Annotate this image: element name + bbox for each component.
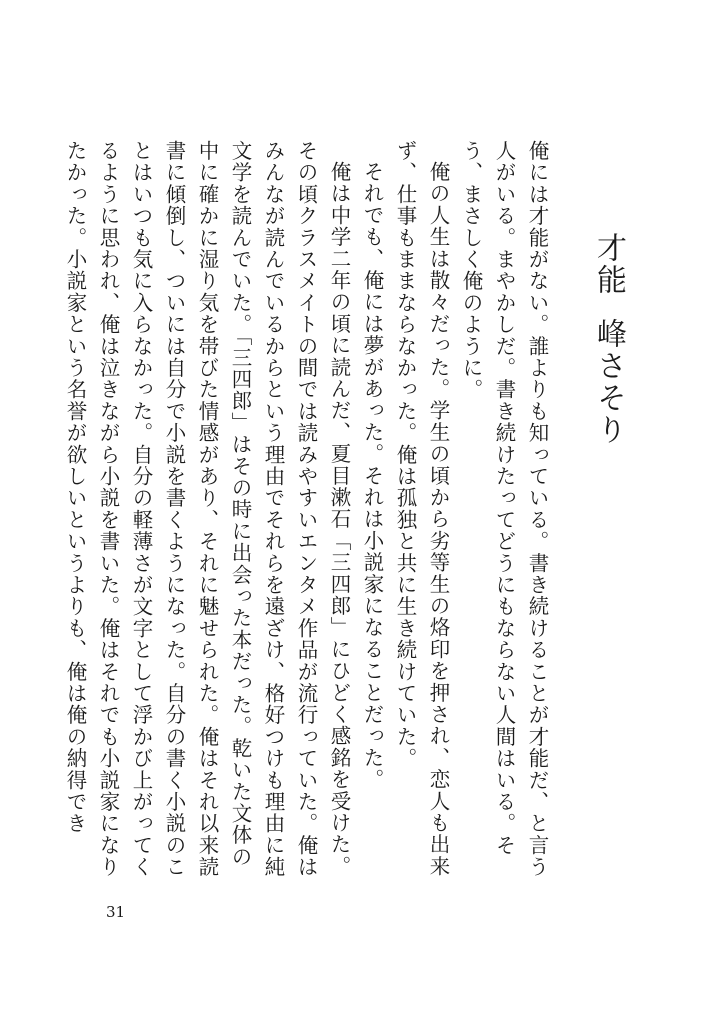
paragraph-3: それでも、俺には夢があった。それは小説家になることだった。	[360, 160, 384, 790]
story-title: 才能	[591, 232, 626, 296]
paragraph-2: 俺の人生は散々だった。学生の頃から劣等生の烙印を押され、恋人も出来ず、仕事もままならなかった。俺は孤独と共に生き続けていた。	[393, 140, 450, 877]
paragraph-4: 俺は中学二年の頃に読んだ、夏目漱石「三四郎」にひどく感銘を受けた。その頃クラスメイトの間では読みやすいエンタメ作品が流行っていた。俺はみんなが読んでいるからという理由でそれらを遠ざけ、格好つけも理由に純文学を読んでいた。「三四郎」はその時に出会った本だった。乾いた文体の中に確かに湿り気を帯びた情感があり、それに魅せられた。俺はそれ以来読書に傾倒し、ついには自分で小説を書くようになった。自分の書く小説のことはいつも気に入らなかった。自分の軽薄さが文字として浮かび上がってくるように思われ、俺は泣きながら小説を書いた。俺はそれでも小説家になりたかった。小説家という名誉が欲しいというよりも、俺は俺の納得でき	[63, 140, 351, 878]
paragraph-1: 俺には才能がない。誰よりも知っている。書き続けることが才能だ、と言う人がいる。まやかしだ。書き続けたってどうにもならない人間はいる。そう、まさしく俺のように。	[459, 140, 549, 878]
author-name: 峰さそり	[591, 318, 626, 446]
body-text	[63, 140, 553, 880]
page-number: 31	[106, 903, 126, 921]
